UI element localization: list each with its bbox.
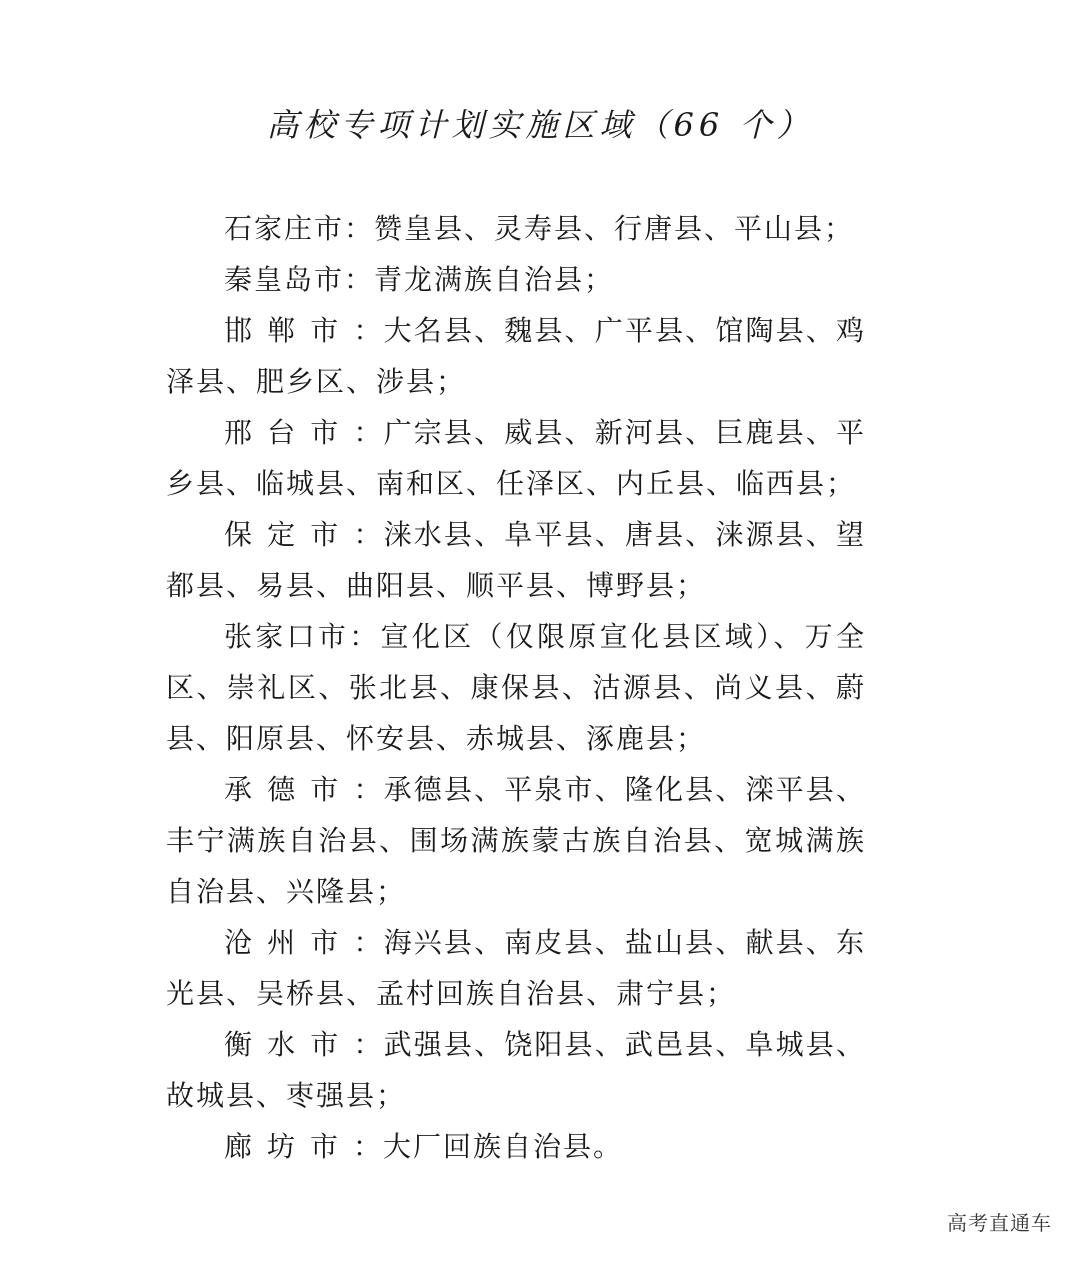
list-item — [166, 509, 866, 611]
county-list: 赞皇县、灵寿县、行唐县、平山县； — [374, 212, 855, 245]
colon: ： — [353, 926, 384, 959]
city-name: 沧州市 — [224, 926, 354, 959]
colon: ： — [353, 1028, 384, 1061]
list-item — [166, 1121, 866, 1172]
list-item — [166, 1019, 866, 1121]
county-list: 大名县、魏县、广平县、馆陶县、鸡泽县、肥乡区、涉县； — [166, 314, 866, 398]
list-item — [166, 764, 866, 917]
colon: ： — [344, 263, 375, 296]
list-item — [166, 611, 866, 764]
list-item — [166, 254, 866, 305]
colon: ： — [353, 773, 384, 806]
city-name: 廊坊市 — [224, 1130, 354, 1163]
city-name: 秦皇岛市 — [224, 263, 345, 296]
county-list: 大厂回族自治县。 — [383, 1130, 624, 1163]
colon: ： — [353, 314, 384, 347]
city-name: 邯郸市 — [224, 314, 354, 347]
list-item — [166, 203, 866, 254]
city-name: 保定市 — [224, 518, 354, 551]
watermark: 高考直通车 — [947, 1211, 1052, 1235]
list-item — [166, 917, 866, 1019]
county-list: 广宗县、威县、新河县、巨鹿县、平乡县、临城县、南和区、任泽区、内丘县、临西县； — [166, 416, 866, 500]
colon: ： — [353, 1130, 384, 1163]
colon: ： — [344, 212, 375, 245]
colon: ： — [349, 620, 381, 653]
list-item — [166, 407, 866, 509]
list-item — [166, 305, 866, 407]
colon: ： — [353, 518, 384, 551]
document-title: 高校专项计划实施区域（66 个） — [266, 106, 814, 144]
county-list: 宣化区（仅限原宣化县区域）、万全区、崇礼区、张北县、康保县、沽源县、尚义县、蔚县、阳原县、怀安县、赤城县、涿鹿县； — [166, 620, 866, 755]
city-name: 邢台市 — [224, 416, 354, 449]
county-list: 青龙满族自治县； — [374, 263, 615, 296]
city-name: 承德市 — [224, 773, 354, 806]
city-name: 衡水市 — [224, 1028, 354, 1061]
colon: ： — [353, 416, 384, 449]
county-list: 涞水县、阜平县、唐县、涞源县、望都县、易县、曲阳县、顺平县、博野县； — [166, 518, 866, 602]
county-list: 承德县、平泉市、隆化县、滦平县、丰宁满族自治县、围场满族蒙古族自治县、宽城满族自治县、兴隆县； — [166, 773, 866, 908]
county-list: 海兴县、南皮县、盐山县、献县、东光县、吴桥县、孟村回族自治县、肃宁县； — [166, 926, 866, 1010]
document-body — [166, 203, 866, 1172]
city-name: 石家庄市 — [224, 212, 345, 245]
county-list: 武强县、饶阳县、武邑县、阜城县、故城县、枣强县； — [166, 1028, 866, 1112]
city-name: 张家口市 — [224, 620, 350, 653]
